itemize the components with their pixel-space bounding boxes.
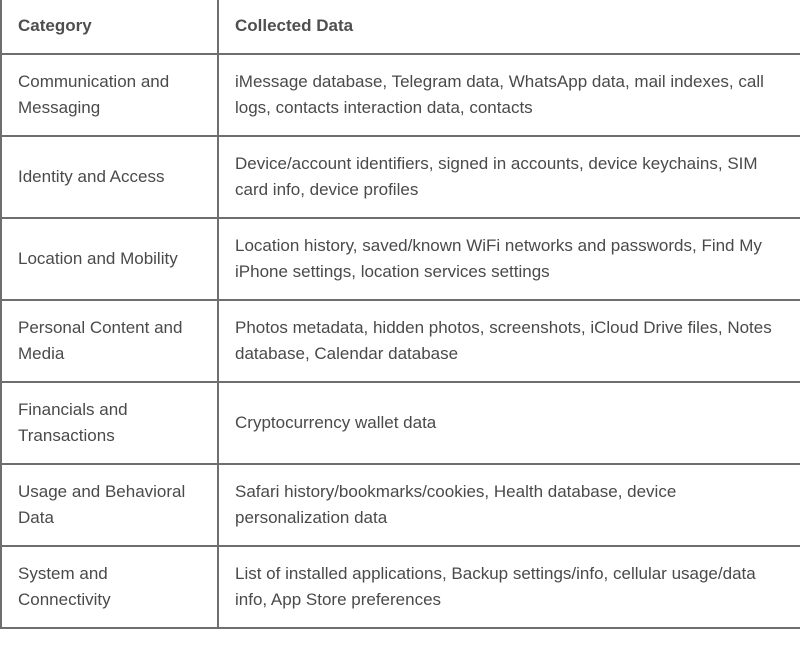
data-cell: Location history, saved/known WiFi networks and passwords, Find My iPhone settings, location services settings — [218, 218, 800, 300]
data-cell: Cryptocurrency wallet data — [218, 382, 800, 464]
table-row — [1, 300, 800, 382]
data-cell: Photos metadata, hidden photos, screenshots, iCloud Drive files, Notes database, Calendar database — [218, 300, 800, 382]
data-cell: List of installed applications, Backup settings/info, cellular usage/data info, App Store preferences — [218, 546, 800, 628]
table-row — [1, 54, 800, 136]
category-cell: Personal Content and Media — [1, 300, 218, 382]
table-row — [1, 546, 800, 628]
category-cell: Communication and Messaging — [1, 54, 218, 136]
category-cell: System and Connectivity — [1, 546, 218, 628]
data-cell: Safari history/bookmarks/cookies, Health database, device personalization data — [218, 464, 800, 546]
data-cell: iMessage database, Telegram data, WhatsApp data, mail indexes, call logs, contacts interaction data, contacts — [218, 54, 800, 136]
category-cell: Identity and Access — [1, 136, 218, 218]
data-cell: Device/account identifiers, signed in accounts, device keychains, SIM card info, device profiles — [218, 136, 800, 218]
table-row — [1, 218, 800, 300]
category-cell: Usage and Behavioral Data — [1, 464, 218, 546]
table-row — [1, 464, 800, 546]
category-cell: Financials and Transactions — [1, 382, 218, 464]
table-row — [1, 382, 800, 464]
header-collected-data: Collected Data — [218, 0, 800, 54]
header-category: Category — [1, 0, 218, 54]
header-row — [1, 0, 800, 54]
table-row — [1, 136, 800, 218]
category-cell: Location and Mobility — [1, 218, 218, 300]
